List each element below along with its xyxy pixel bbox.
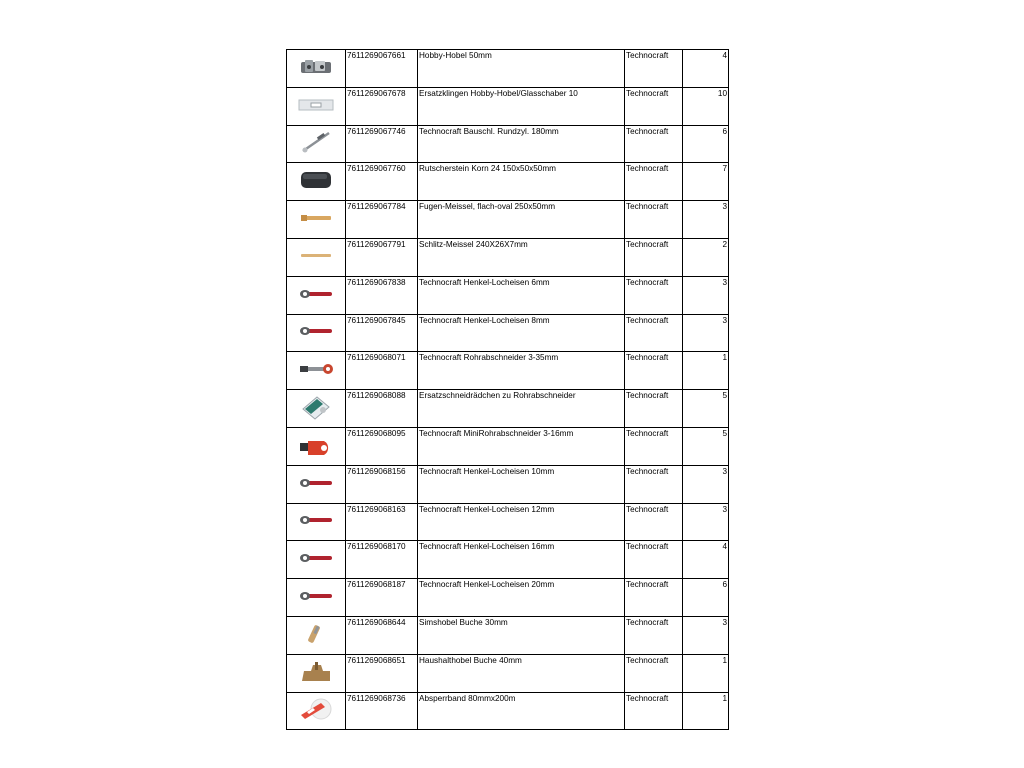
description-cell: Technocraft Henkel-Locheisen 10mm [418,465,625,503]
table-row [287,616,729,654]
quantity-cell: 4 [683,541,729,579]
brace-drill-icon [287,129,345,158]
ean-cell: 7611269067845 [346,314,418,352]
hollow-punch-icon [287,324,345,341]
table-row [287,541,729,579]
hollow-punch-icon [287,287,345,304]
table-row [287,579,729,617]
table-row [287,390,729,428]
replacement-blade-icon [287,97,345,116]
brand-cell: Technocraft [625,238,683,276]
brand-cell: Technocraft [625,201,683,239]
quantity-cell: 3 [683,616,729,654]
table-row [287,654,729,692]
product-image-cell [287,201,346,239]
description-cell: Technocraft Henkel-Locheisen 8mm [418,314,625,352]
brand-cell: Technocraft [625,465,683,503]
cutting-wheel-icon [287,393,345,424]
quantity-cell: 7 [683,163,729,201]
brand-cell: Technocraft [625,50,683,88]
product-image-cell [287,163,346,201]
brand-cell: Technocraft [625,87,683,125]
product-image-cell [287,692,346,730]
hobby-plane-icon [287,58,345,79]
description-cell: Technocraft MiniRohrabschneider 3-16mm [418,427,625,465]
brand-cell: Technocraft [625,314,683,352]
ean-cell: 7611269068644 [346,616,418,654]
product-image-cell [287,541,346,579]
product-image-cell [287,238,346,276]
ean-cell: 7611269068187 [346,579,418,617]
product-image-cell [287,352,346,390]
ean-cell: 7611269068088 [346,390,418,428]
hollow-punch-icon [287,476,345,493]
quantity-cell: 1 [683,654,729,692]
ean-cell: 7611269068651 [346,654,418,692]
quantity-cell: 3 [683,276,729,314]
quantity-cell: 3 [683,314,729,352]
description-cell: Rutscherstein Korn 24 150x50x50mm [418,163,625,201]
quantity-cell: 6 [683,125,729,163]
description-cell: Technocraft Henkel-Locheisen 12mm [418,503,625,541]
table-row [287,87,729,125]
table-row [287,427,729,465]
product-image-cell [287,465,346,503]
ean-cell: 7611269067760 [346,163,418,201]
product-table [286,49,729,730]
ean-cell: 7611269068071 [346,352,418,390]
product-image-cell [287,390,346,428]
hollow-punch-icon [287,513,345,530]
description-cell: Technocraft Henkel-Locheisen 6mm [418,276,625,314]
brand-cell: Technocraft [625,579,683,617]
ean-cell: 7611269068170 [346,541,418,579]
quantity-cell: 1 [683,352,729,390]
description-cell: Simshobel Buche 30mm [418,616,625,654]
brand-cell: Technocraft [625,125,683,163]
table-row [287,465,729,503]
ean-cell: 7611269067784 [346,201,418,239]
table-body [287,50,729,730]
pipe-cutter-icon [287,360,345,381]
product-image-cell [287,125,346,163]
table-row [287,125,729,163]
quantity-cell: 1 [683,692,729,730]
ean-cell: 7611269067746 [346,125,418,163]
brand-cell: Technocraft [625,541,683,579]
description-cell: Technocraft Henkel-Locheisen 16mm [418,541,625,579]
hollow-punch-icon [287,589,345,606]
table-row [287,163,729,201]
ean-cell: 7611269067678 [346,87,418,125]
brand-cell: Technocraft [625,692,683,730]
brand-cell: Technocraft [625,427,683,465]
brand-cell: Technocraft [625,503,683,541]
mini-pipe-cutter-icon [287,433,345,460]
product-image-cell [287,276,346,314]
table-row [287,692,729,730]
quantity-cell: 3 [683,503,729,541]
description-cell: Absperrband 80mmx200m [418,692,625,730]
product-image-cell [287,87,346,125]
description-cell: Haushalthobel Buche 40mm [418,654,625,692]
description-cell: Technocraft Henkel-Locheisen 20mm [418,579,625,617]
table-row [287,238,729,276]
table-row [287,276,729,314]
brand-cell: Technocraft [625,616,683,654]
product-image-cell [287,616,346,654]
ean-cell: 7611269068156 [346,465,418,503]
ean-cell: 7611269067791 [346,238,418,276]
product-image-cell [287,314,346,352]
description-cell: Technocraft Rohrabschneider 3-35mm [418,352,625,390]
quantity-cell: 3 [683,465,729,503]
quantity-cell: 6 [683,579,729,617]
product-image-cell [287,654,346,692]
slot-chisel-icon [287,251,345,264]
ean-cell: 7611269068163 [346,503,418,541]
description-cell: Fugen-Meissel, flach-oval 250x50mm [418,201,625,239]
barrier-tape-icon [287,697,345,724]
brand-cell: Technocraft [625,352,683,390]
table-row [287,50,729,88]
product-image-cell [287,50,346,88]
quantity-cell: 5 [683,427,729,465]
description-cell: Hobby-Hobel 50mm [418,50,625,88]
brand-cell: Technocraft [625,654,683,692]
brand-cell: Technocraft [625,276,683,314]
ean-cell: 7611269068095 [346,427,418,465]
flat-chisel-icon [287,213,345,226]
quantity-cell: 3 [683,201,729,239]
wooden-plane-icon [287,659,345,688]
description-cell: Schlitz-Meissel 240X26X7mm [418,238,625,276]
quantity-cell: 5 [683,390,729,428]
description-cell: Technocraft Bauschl. Rundzyl. 180mm [418,125,625,163]
ean-cell: 7611269067838 [346,276,418,314]
brand-cell: Technocraft [625,390,683,428]
table-row [287,352,729,390]
table-row [287,503,729,541]
product-image-cell [287,427,346,465]
table-row [287,201,729,239]
rubbing-stone-icon [287,169,345,194]
quantity-cell: 4 [683,50,729,88]
product-image-cell [287,503,346,541]
description-cell: Ersatzschneidrädchen zu Rohrabschneider [418,390,625,428]
quantity-cell: 2 [683,238,729,276]
rabbet-plane-icon [287,621,345,650]
brand-cell: Technocraft [625,163,683,201]
ean-cell: 7611269068736 [346,692,418,730]
quantity-cell: 10 [683,87,729,125]
product-image-cell [287,579,346,617]
description-cell: Ersatzklingen Hobby-Hobel/Glasschaber 10 [418,87,625,125]
hollow-punch-icon [287,551,345,568]
table-row [287,314,729,352]
ean-cell: 7611269067661 [346,50,418,88]
